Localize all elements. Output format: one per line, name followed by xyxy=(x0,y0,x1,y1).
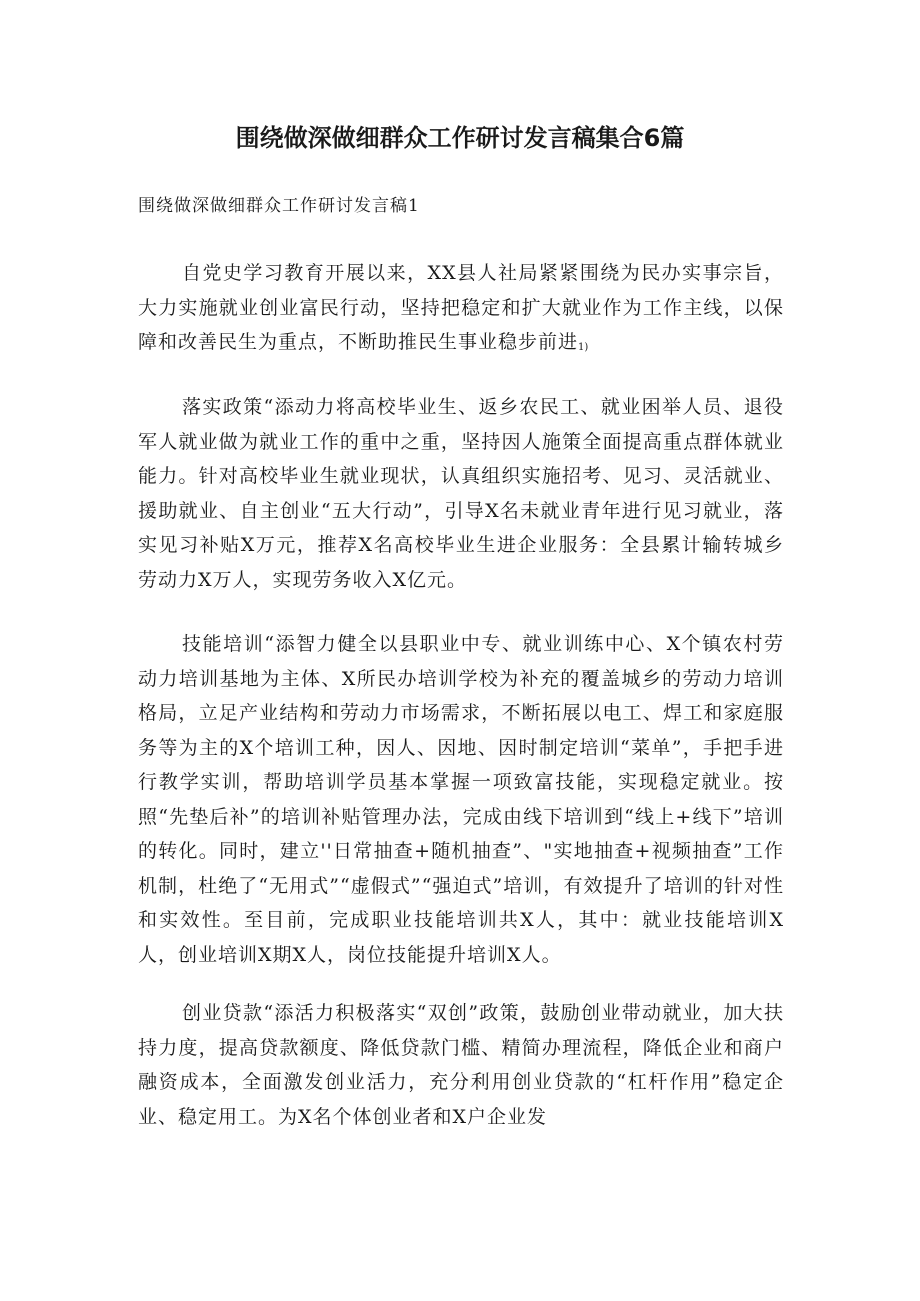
footnote-marker: 1) xyxy=(578,342,589,353)
paragraph-intro xyxy=(138,256,784,366)
document-title: 围绕做深做细群众工作研讨发言稿集合6篇 xyxy=(235,124,685,152)
paragraph-loans: 创业贷款“添活力积极落实“双创”政策，鼓励创业带动就业，加大扶持力度，提高贷款额度、降低贷款门槛、精简办理流程，降低企业和商户融资成本，全面激发创业活力，充分利用创业贷款的“杠杆作用”稳定企业、稳定用工。为X名个体创业者和X户企业发 xyxy=(138,1002,784,1128)
section-heading: 围绕做深做细群众工作研讨发言稿1 xyxy=(138,196,420,216)
paragraph-text: 自党史学习教育开展以来，XX县人社局紧紧围绕为民办实事宗旨，大力实施就业创业富民行动，坚持把稳定和扩大就业作为工作主线，以保障和改善民生为重点，不断助推民生事业稳步前进 xyxy=(138,262,784,353)
paragraph-training: 技能培训“添智力健全以县职业中专、就业训练中心、X个镇农村劳动力培训基地为主体、X所民办培训学校为补充的覆盖城乡的劳动力培训格局，立足产业结构和劳动力市场需求，不断拓展以电工、焊工和家庭服务等为主的X个培训工种，因人、因地、因时制定培训“菜单”，手把手进行教学实训，帮助培训学员基本掌握一项致富技能，实现稳定就业。按照“先垫后补”的培训补贴管理办法，完成由线下培训到“线上+线下”培训的转化。同时，建立''日常抽查+随机抽查”、"实地抽查+视频抽查”工作机制，杜绝了“无用式”“虚假式”“强迫式”培训，有效提升了培训的针对性和实效性。至目前，完成职业技能培训共X人，其中：就业技能培训X人，创业培训X期X人，岗位技能提升培训X人。 xyxy=(138,633,784,966)
paragraph-policy: 落实政策“添动力将高校毕业生、返乡农民工、就业困举人员、退役军人就业做为就业工作的重中之重，坚持因人施策全面提高重点群体就业能力。针对高校毕业生就业现状，认真组织实施招考、见习、灵活就业、援助就业、自主创业“五大行动”，引导X名未就业青年进行见习就业，落实见习补贴X万元，推荐X名高校毕业生进企业服务：全县累计输转城乡劳动力X万人，实现劳务收入X亿元。 xyxy=(138,396,784,591)
